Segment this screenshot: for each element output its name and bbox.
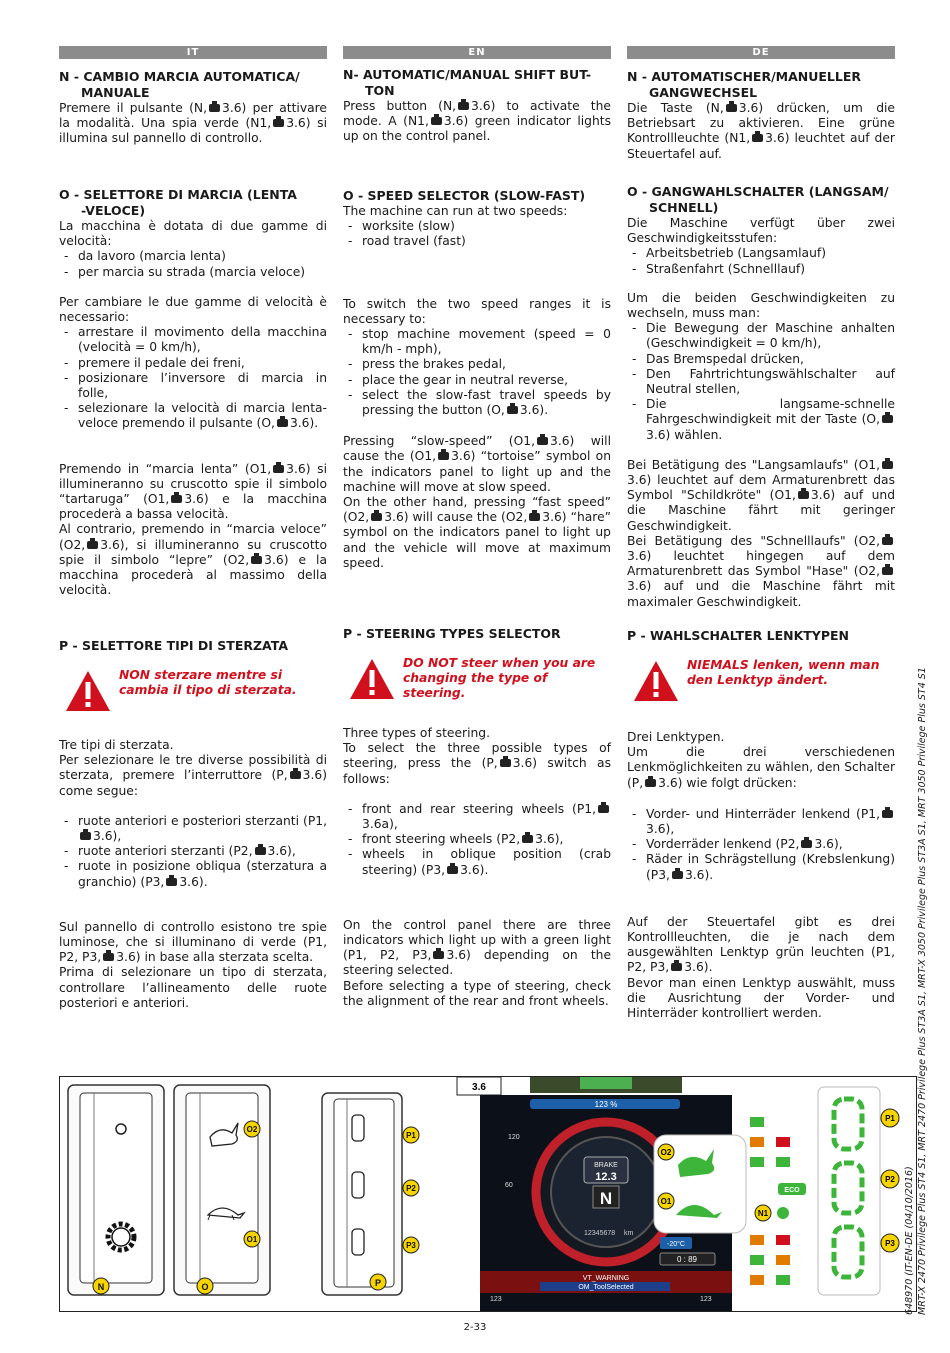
column-it xyxy=(59,46,327,1010)
callout-p-label: P xyxy=(374,1278,382,1288)
warning-icon xyxy=(633,660,679,702)
dash-speed: 12.3 xyxy=(595,1171,617,1183)
list xyxy=(59,325,327,431)
column-de xyxy=(627,46,895,1021)
lang-header-en: EN xyxy=(343,46,611,59)
list-item: - Räder in Schrägstellung (Krebslenkung) (P3, 3.6). xyxy=(627,852,895,882)
camera-icon xyxy=(672,871,683,879)
paragraph: Sul pannello di controllo esistono tre spie luminose, che si illuminano di verde (P1, P2, P3, 3.6) in base alla sterzata scelta. xyxy=(59,919,327,965)
indicator-icons xyxy=(750,1117,806,1285)
list-item: - press the brakes pedal, xyxy=(343,357,611,372)
camera-icon xyxy=(882,537,893,545)
paragraph: On the other hand, pressing “fast speed” (O2, 3.6) will cause the (O2, 3.6) “hare” symbol on the indicators panel to light up and the vehicle will move at maximum speed. xyxy=(343,495,612,570)
camera-icon xyxy=(447,866,458,874)
paragraph: Bei Betätigung des "Schnelllaufs" (O2,3.6) leuchtet hingegen auf dem Armaturenbrett das Symbol "Hase" (O2,3.6) auf und die Maschine fährt mit maximaler Geschwindigkeit. xyxy=(627,533,895,609)
list xyxy=(627,321,895,443)
camera-icon xyxy=(433,951,444,959)
list xyxy=(343,802,611,878)
list xyxy=(59,814,327,890)
list-item: - arrestare il movimento della macchina (velocità = 0 km/h), xyxy=(59,325,327,355)
paragraph: Die Taste (N, 3.6) drücken, um die Betriebsart zu aktivieren. Eine grüne Kontrollleuchte (N1, 3.6) leuchtet auf der Steuertafel auf. xyxy=(627,101,895,161)
camera-icon xyxy=(80,832,91,840)
warning-text: NIEMALS lenken, wenn man den Lenktyp ändert. xyxy=(687,658,880,687)
list-item: - Vorder- und Hinterräder lenkend (P1,3.6), xyxy=(627,807,895,837)
section-title: N - CAMBIO MARCIA AUTOMATICA/ MANUALE xyxy=(59,69,300,100)
list-item: - Vorderräder lenkend (P2, 3.6), xyxy=(627,837,895,852)
camera-icon xyxy=(801,840,812,848)
camera-icon xyxy=(277,419,288,427)
camera-icon xyxy=(209,104,220,112)
dash-scale-120: 120 xyxy=(508,1134,520,1141)
paragraph: Um die beiden Geschwindigkeiten zu wechseln, muss man: xyxy=(627,290,895,321)
paragraph: Per selezionare le tre diverse possibilità di sterzata, premere l’interruttore (P, 3.6) come segue: xyxy=(59,753,327,798)
camera-icon xyxy=(103,953,114,961)
paragraph: Tre tipi di sterzata. xyxy=(59,738,174,752)
paragraph: To select the three possible types of steering, press the (P, 3.6) switch as follows: xyxy=(343,741,612,786)
camera-icon xyxy=(87,541,98,549)
paragraph: On the control panel there are three indicators which light up with a green light (P1, P2, P3, 3.6) depending on the steering selected. xyxy=(343,917,612,978)
paragraph: Premendo in “marcia lenta” (O1, 3.6) si illumineranno su cruscotto spie il simbolo “tartaruga” (O1, 3.6) e la macchina procederà a bassa velocità. xyxy=(59,461,327,522)
camera-icon xyxy=(273,465,284,473)
paragraph: Al contrario, premendo in “marcia veloce” (O2, 3.6), si illumineranno su cruscotto spie il simbolo “lepre” (O2, 3.6) e la macchina procederà al massimo della velocità. xyxy=(59,522,327,598)
dash-odo-unit: km xyxy=(624,1230,634,1237)
section-o-de xyxy=(627,184,895,610)
dash-clock: 0 : 89 xyxy=(676,1255,698,1264)
list xyxy=(343,219,611,249)
list-item: - ruote in posizione obliqua (sterzatura a granchio) (P3, 3.6). xyxy=(59,859,327,889)
dash-scale-60: 60 xyxy=(505,1182,513,1189)
list xyxy=(343,327,611,418)
warning-box xyxy=(627,658,895,704)
figure-illustration xyxy=(60,1077,916,1311)
section-n-de xyxy=(627,69,895,162)
callout-o2-label: O2 xyxy=(246,1125,258,1134)
paragraph: Drei Lenktypen. xyxy=(627,730,725,744)
camera-icon xyxy=(882,461,893,469)
camera-icon xyxy=(752,134,763,142)
camera-icon xyxy=(273,119,284,127)
list-item: - place the gear in neutral reverse, xyxy=(343,373,611,388)
steering-indicators xyxy=(818,1087,880,1295)
warning-icon xyxy=(349,658,395,700)
camera-icon xyxy=(371,513,382,521)
camera-icon xyxy=(251,556,262,564)
camera-icon xyxy=(529,513,540,521)
camera-icon xyxy=(431,117,442,125)
camera-icon xyxy=(255,847,266,855)
section-title: P - SELETTORE TIPI DI STERZATA xyxy=(59,638,288,653)
eco-label: ECO xyxy=(784,1187,800,1194)
camera-icon xyxy=(726,104,737,112)
section-title: O - SELETTORE DI MARCIA (LENTA -VELOCE) xyxy=(59,187,297,218)
paragraph: Um die drei verschiedenen Lenkmöglichkeiten zu wählen, den Schalter (P, 3.6) wie folgt drücken: xyxy=(627,745,895,790)
warning-box xyxy=(343,656,611,702)
switch-p xyxy=(322,1093,402,1295)
list-item: - premere il pedale dei freni, xyxy=(59,356,327,371)
list-item: - stop machine movement (speed = 0 km/h - mph), xyxy=(343,327,611,357)
dash-odometer: 12345678 xyxy=(584,1230,616,1237)
camera-icon xyxy=(798,491,809,499)
list-item: - wheels in oblique position (crab steering) (P3, 3.6). xyxy=(343,847,611,877)
callout-o1-dash-label: O1 xyxy=(660,1197,672,1206)
camera-icon xyxy=(645,779,656,787)
camera-icon xyxy=(882,810,893,818)
column-en xyxy=(343,46,612,1008)
list xyxy=(627,246,895,276)
section-title: N - AUTOMATISCHER/MANUELLER GANGWECHSEL xyxy=(627,69,861,100)
list-item: - worksite (slow) xyxy=(343,219,611,234)
side-doc-ref: 648970 (IT-EN-DE (04/10/2016) xyxy=(904,1166,915,1315)
callout-p1-dash-label: P1 xyxy=(885,1114,895,1123)
switch-n xyxy=(68,1085,164,1295)
callout-p2-label: P2 xyxy=(406,1184,416,1193)
paragraph: Prima di selezionare un tipo di sterzata, controllare l’allineamento delle ruote posteriori e anteriori. xyxy=(59,965,327,1010)
section-p-de xyxy=(627,628,895,1021)
warning-text: NON sterzare mentre si cambia il tipo di sterzata. xyxy=(119,668,297,697)
page-number: 2-33 xyxy=(463,1322,487,1333)
list-item: - front and rear steering wheels (P1,3.6a), xyxy=(343,802,611,832)
list-item: - ruote anteriori e posteriori sterzanti (P1,3.6), xyxy=(59,814,327,844)
dash-val-right: 123 xyxy=(700,1296,712,1303)
section-n-it xyxy=(59,69,327,147)
list-item: - road travel (fast) xyxy=(343,234,611,249)
camera-icon xyxy=(882,567,893,575)
side-margin-text xyxy=(903,667,929,1315)
dash-warning-msg: OM_ToolSelected xyxy=(578,1284,634,1291)
callout-o2-dash-label: O2 xyxy=(660,1148,672,1157)
section-title: O - SPEED SELECTOR (SLOW-FAST) xyxy=(343,188,586,203)
camera-icon xyxy=(290,771,301,779)
callout-p1-label: P1 xyxy=(406,1131,416,1140)
list-item: - per marcia su strada (marcia veloce) xyxy=(59,265,327,280)
paragraph: Bevor man einen Lenktyp auswählt, muss die Ausrichtung der Vorder- und Hinterräder kontrolliert werden. xyxy=(627,975,895,1021)
camera-icon xyxy=(598,805,609,813)
camera-icon xyxy=(671,963,682,971)
dash-val-left: 123 xyxy=(490,1296,502,1303)
camera-icon xyxy=(438,452,449,460)
paragraph: Press button (N, 3.6) to activate the mode. A (N1, 3.6) green indicator lights up on the control panel. xyxy=(343,99,611,144)
section-title: O - GANGWAHLSCHALTER (LANGSAM/ SCHNELL) xyxy=(627,184,889,215)
section-title: N- AUTOMATIC/MANUAL SHIFT BUT- TON xyxy=(343,67,592,98)
list xyxy=(627,807,895,883)
camera-icon xyxy=(171,495,182,503)
dash-brake: BRAKE xyxy=(594,1162,618,1169)
paragraph: To switch the two speed ranges it is necessary to: xyxy=(343,296,611,326)
camera-icon xyxy=(500,759,511,767)
paragraph: Premere il pulsante (N, 3.6) per attivare la modalità. Una spia verde (N1, 3.6) si illumina sul pannello di controllo. xyxy=(59,101,327,146)
camera-icon xyxy=(537,437,548,445)
dash-temp: -20°C xyxy=(667,1241,685,1248)
callout-o1-label: O1 xyxy=(246,1235,258,1244)
section-title: P - WAHLSCHALTER LENKTYPEN xyxy=(627,628,850,643)
camera-icon xyxy=(522,835,533,843)
paragraph: Auf der Steuertafel gibt es drei Kontrollleuchten, die je nach dem ausgewählten Lenktyp grün leuchten (P1, P2, P3, 3.6). xyxy=(627,914,895,975)
list-item: - Die Bewegung der Maschine anhalten (Geschwindigkeit = 0 km/h), xyxy=(627,321,895,351)
list-item: - select the slow-fast travel speeds by pressing the button (O, 3.6). xyxy=(343,388,611,418)
dash-gear: N xyxy=(599,1189,613,1208)
list-item: - Das Bremspedal drücken, xyxy=(627,352,895,367)
figure-ref-label: 3.6 xyxy=(472,1082,486,1093)
list-item: - selezionare la velocità di marcia lenta-veloce premendo il pulsante (O, 3.6). xyxy=(59,401,327,431)
figure-3-6 xyxy=(59,1076,917,1312)
warning-box xyxy=(59,668,327,714)
callout-p3-dash-label: P3 xyxy=(885,1239,895,1248)
callout-n-label: N xyxy=(97,1282,105,1292)
section-o-en xyxy=(343,188,611,571)
dash-warning-title: VT_WARNING xyxy=(582,1275,630,1282)
lang-header-de: DE xyxy=(627,46,895,59)
paragraph: Three types of steering. xyxy=(343,726,491,740)
list xyxy=(59,249,327,279)
callout-n1-label: N1 xyxy=(757,1209,769,1218)
switch-o xyxy=(174,1085,270,1295)
camera-icon xyxy=(458,102,469,110)
section-title: P - STEERING TYPES SELECTOR xyxy=(343,626,561,641)
paragraph: The machine can run at two speeds: xyxy=(343,204,568,218)
list-item: - Straßenfahrt (Schnelllauf) xyxy=(627,262,895,277)
list-item: - front steering wheels (P2, 3.6), xyxy=(343,832,611,847)
section-p-en xyxy=(343,626,611,1009)
list-item: - Arbeitsbetrieb (Langsamlauf) xyxy=(627,246,895,261)
lang-header-it: IT xyxy=(59,46,327,59)
paragraph: Before selecting a type of steering, check the alignment of the rear and front wheels. xyxy=(343,978,611,1008)
list-item: - Die langsame-schnelle Fahrgeschwindigkeit mit der Taste (O,3.6) wählen. xyxy=(627,397,895,443)
paragraph: La macchina è dotata di due gamme di velocità: xyxy=(59,219,327,249)
warning-icon xyxy=(65,670,111,712)
camera-icon xyxy=(882,415,893,423)
callout-p3-label: P3 xyxy=(406,1241,416,1250)
list-item: - ruote anteriori sterzanti (P2, 3.6), xyxy=(59,844,327,859)
callout-p2-dash-label: P2 xyxy=(885,1175,895,1184)
camera-icon xyxy=(166,878,177,886)
section-n-en xyxy=(343,67,611,145)
paragraph: Bei Betätigung des "Langsamlaufs" (O1,3.6) leuchtet auf dem Armaturenbrett das Symbol "Schildkröte" (O1, 3.6) auf und die Maschine fährt mit geringer Geschwindigkeit. xyxy=(627,457,895,533)
warning-text: DO NOT steer when you are changing the type of steering. xyxy=(403,656,596,700)
side-models: MRT-X 2470 Privilege Plus ST4 S1, MRT 2470 Privilege Plus ST3A S1, MRT-X 3050 Privilege Plus ST3A S1, MRT 3050 Privilege Plus ST4 S1 xyxy=(917,667,928,1315)
camera-icon xyxy=(507,406,518,414)
list-item: - Den Fahrtrichtungswählschalter auf Neutral stellen, xyxy=(627,367,895,397)
callout-o-label: O xyxy=(201,1282,209,1292)
dash-percent: 123 % xyxy=(594,1100,618,1109)
list-item: - posizionare l’inversore di marcia in folle, xyxy=(59,371,327,401)
paragraph: Pressing “slow-speed” (O1, 3.6) will cause the (O1, 3.6) “tortoise” symbol on the indicators panel to light up and the machine will move at slow speed. xyxy=(343,434,611,494)
section-o-it xyxy=(59,187,327,598)
paragraph: Per cambiare le due gamme di velocità è necessario: xyxy=(59,294,327,325)
list-item: - da lavoro (marcia lenta) xyxy=(59,249,327,264)
paragraph: Die Maschine verfügt über zwei Geschwindigkeitsstufen: xyxy=(627,216,895,246)
section-p-it xyxy=(59,638,327,1011)
